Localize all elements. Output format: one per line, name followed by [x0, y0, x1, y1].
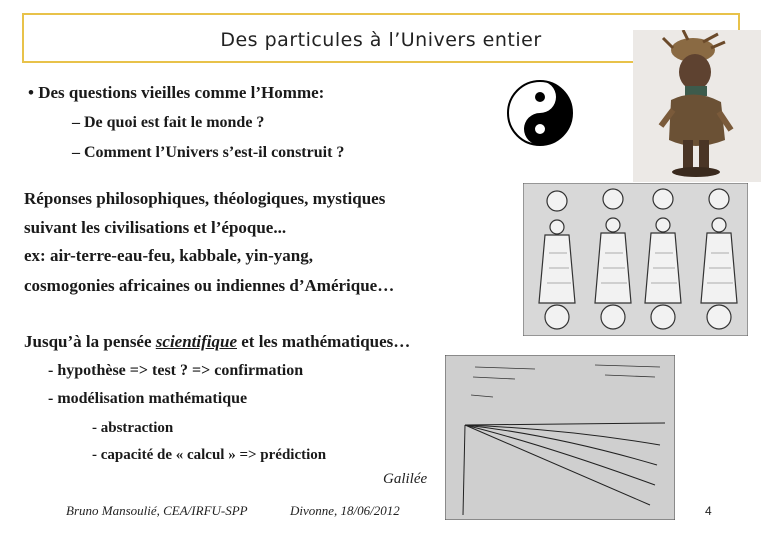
bullet-main: • Des questions vieilles comme l’Homme:: [28, 83, 325, 102]
responses-line-4: cosmogonies africaines ou indiennes d’Amérique…: [24, 276, 395, 295]
science-item-1: - hypothèse => test ? => confirmation: [48, 362, 304, 379]
science-sub-1: - abstraction: [92, 420, 174, 436]
yin-yang-icon: [505, 78, 575, 148]
caption-galilee: Galilée: [383, 471, 428, 487]
science-intro: [24, 332, 410, 352]
statue-photo: [633, 30, 761, 182]
responses-line-3: ex: air-terre-eau-feu, kabbale, yin-yang,: [24, 246, 313, 265]
slide-title: Des particules à l’Univers entier: [220, 29, 542, 51]
engraving-image: [523, 183, 748, 336]
science-item-2: - modélisation mathématique: [48, 390, 248, 407]
science-sub-2: - capacité de « calcul » => prédiction: [92, 447, 327, 463]
page-number: 4: [705, 504, 712, 518]
bullet-question-1: – De quoi est fait le monde ?: [72, 114, 265, 131]
science-intro-after: et les mathématiques…: [237, 332, 411, 351]
responses-line-2: suivant les civilisations et l’époque...: [24, 218, 287, 237]
bullet-question-2: – Comment l’Univers s’est-il construit ?: [72, 144, 345, 161]
footer-place-date: Divonne, 18/06/2012: [290, 503, 400, 518]
science-intro-emphasis: scientifique: [155, 332, 237, 351]
footer-author: Bruno Mansoulié, CEA/IRFU-SPP: [66, 503, 248, 518]
science-intro-before: Jusqu’à la pensée: [24, 332, 156, 351]
responses-line-1: Réponses philosophiques, théologiques, mystiques: [24, 189, 386, 208]
manuscript-image: [445, 355, 675, 520]
